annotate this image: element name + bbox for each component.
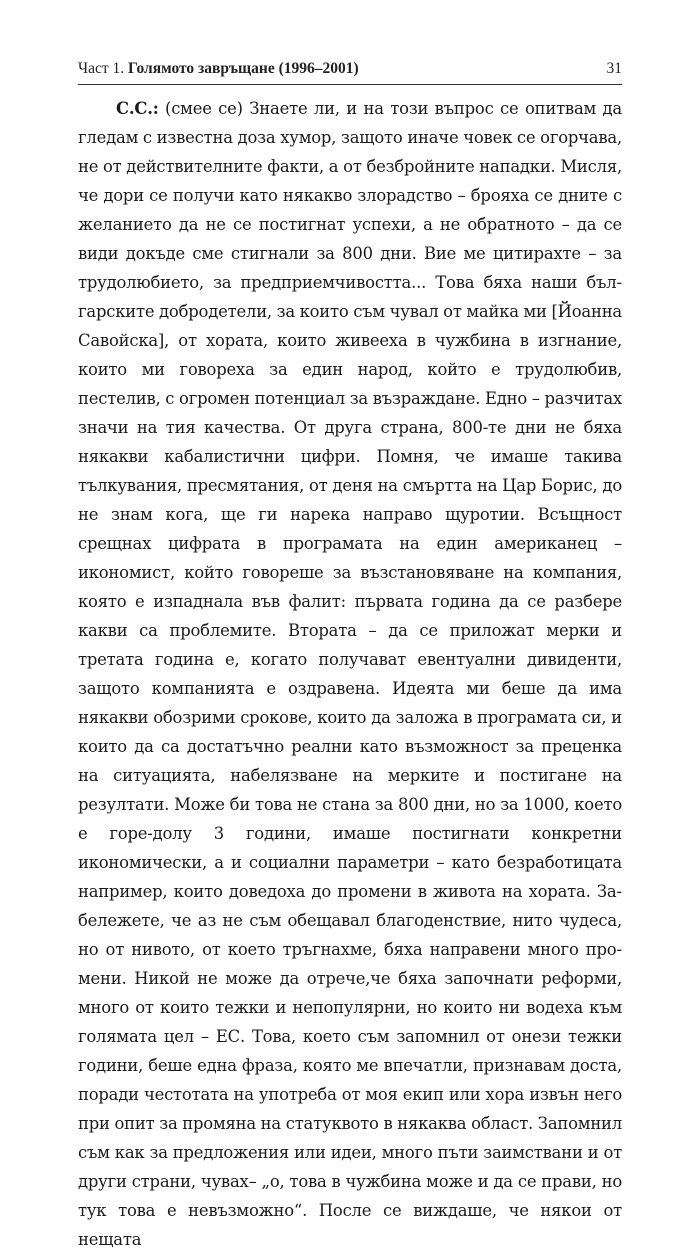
part-label: Част 1.	[78, 60, 128, 77]
header-divider	[78, 84, 622, 85]
paragraph-text: (смее се) Знаете ли, и на този въпрос се опитвам да гледам с известна доза хумор, защото иначе човек се огорчава, не от действителните факти, а от безбройните нападки. Мисля, че дори се получи като някакво злорадство – брояха се дните с желанието да не се постигнат успехи, а не обратното – да се види докъде сме стигнали за 800 дни. Вие ме цитирахте – за трудолюбието, за предприемчивостта... Това бяха наши българските добродетели, за които съм чувал от майка ми [Йоанна Савойска], от хората, които живееха в чужбина в изгнание, които ми говореха за един народ, който е трудолюбив, пестелив, с огромен потенциал за възраждане. Едно – разчитах значи на тия качества. От друга страна, 800-те дни не бяха някакви кабалистични цифри. Помня, че имаше такива тълкувания, пресмятания, от деня на смъртта на Цар Борис, до не знам кога, ще ги нарека направо щуротии. Всъщност срещнах цифрата в програмата на един американец – икономист, който говореше за възстановяване на компания, която е изпаднала във фалит: първата година да се разбере какви са проблемите. Втората – да се приложат мерки и третата година е, когато получават евентуални дивиденти, защото компанията е оздравена. Идеята ми беше да има някакви обозрими срокове, които да заложа в програмата си, и които да са достатъчно реални като възможност за преценка на ситуацията, набелязване на мерките и постигане на резултати. Може би това не стана за 800 дни, но за 1000, което е горе-долу 3 години, имаше постигнати конкретни икономически, а и социални параметри – като безработицата например, които доведоха до промени в живота на хората. Забележете, че аз не съм обещавал благоденствие, нито чудеса, но от нивото, от което тръгнахме, бяха направени много промени. Никой не може да отрече,че бяха започнати реформи, много от които тежки и непопулярни, но които ни водеха към голямата цел – ЕС. Това, което съм запомнил от онези тежки години, беше една фраза, която ме впечатли, признавам доста, поради честотата на употреба от моя екип или хора извън него при опит за промяна на статуквото в някаква област. Запомнил съм как за предложения или идеи, много пъти заимствани и от други страни, чувах– „о, това в чужбина може и да се прави, но тук това е невъзможно“. После се виждаше, че някои от нещата	[78, 99, 622, 1249]
speaker-initials: С.С.:	[116, 99, 159, 118]
interview-paragraph	[78, 94, 622, 1254]
chapter-title: Голямото завръщане (1996–2001)	[127, 60, 359, 77]
page-number: 31	[606, 60, 622, 77]
running-header	[78, 60, 622, 82]
chapter-heading	[78, 60, 359, 78]
